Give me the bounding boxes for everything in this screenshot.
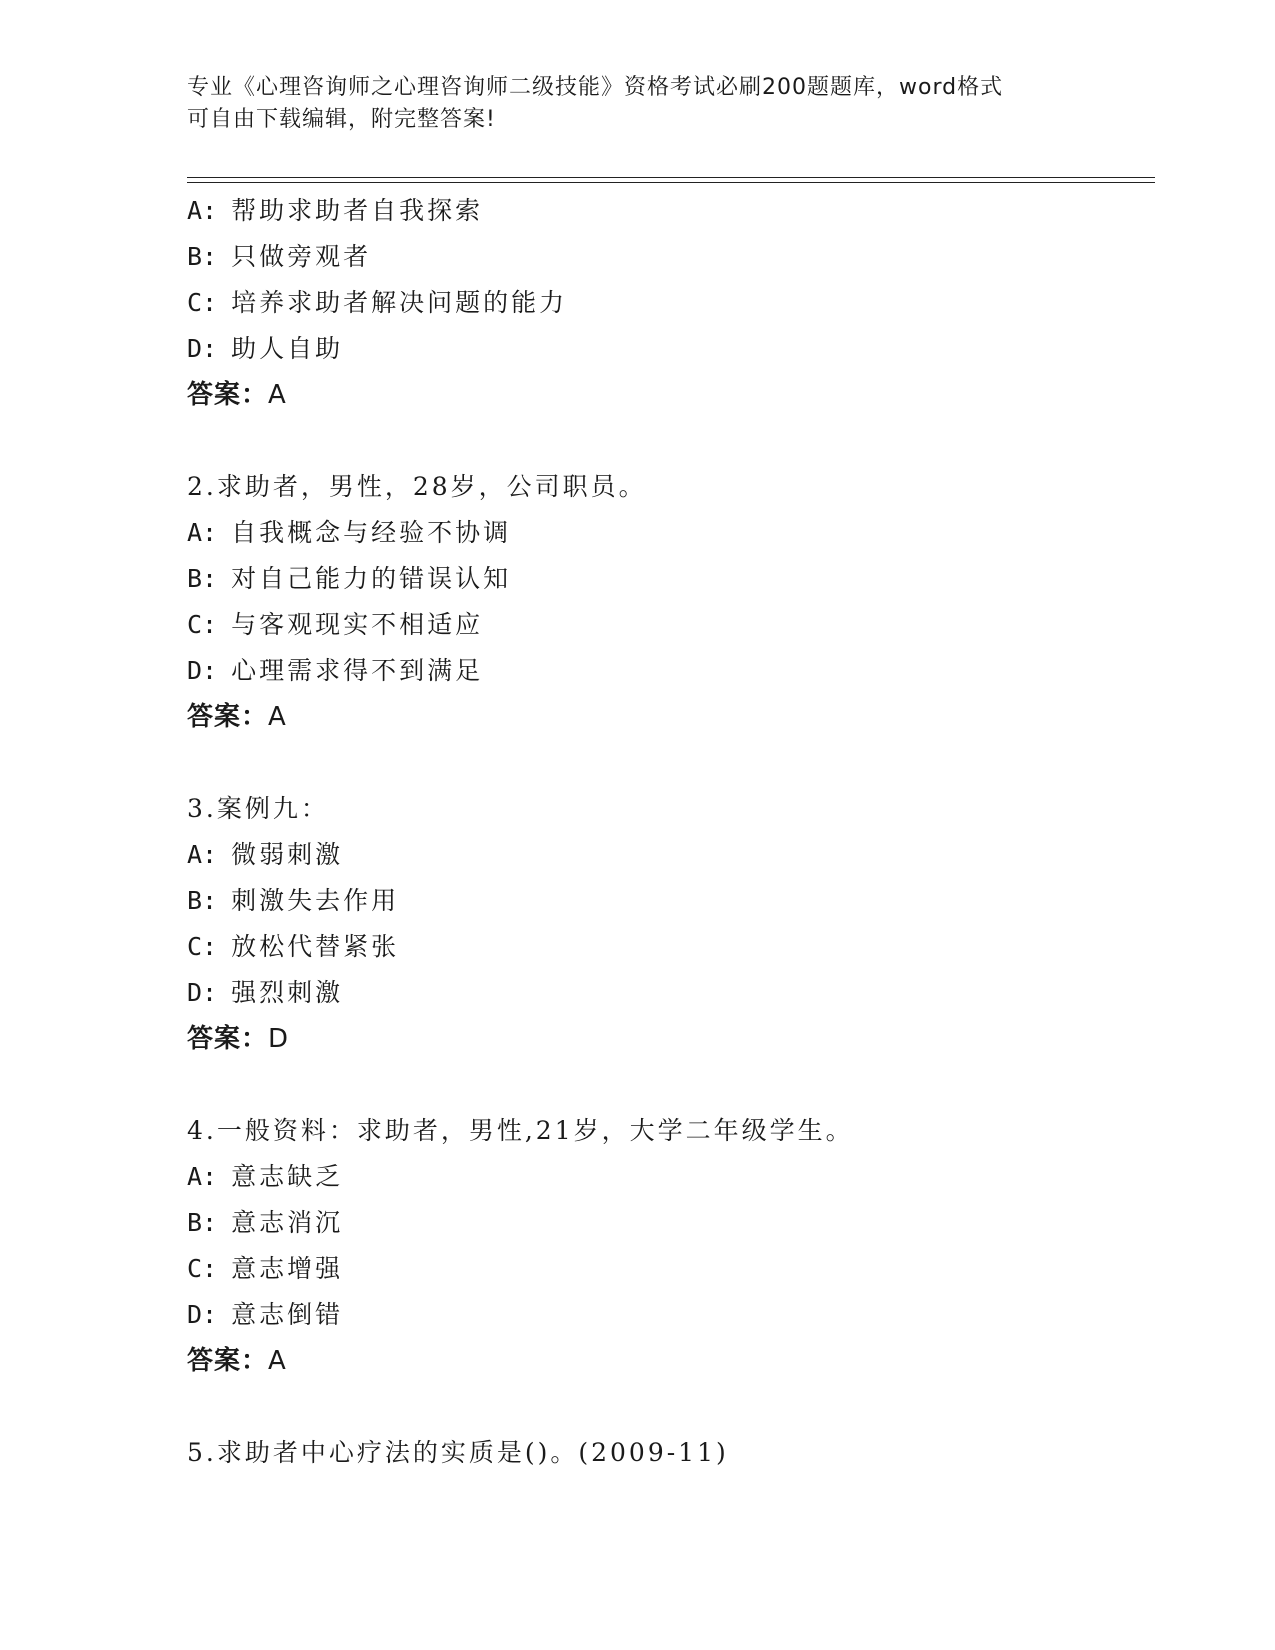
option-letter: A: [187,196,218,225]
option-text: 对自己能力的错误认知 [231,564,512,593]
option-text: 助人自助 [231,334,344,363]
answer-label: 答案： [187,1346,269,1376]
option-text: 只做旁观者 [231,242,372,271]
question-list [187,188,1147,1522]
answer-label: 答案： [187,702,269,732]
question-block-3 [187,786,1147,1062]
option-letter: B: [187,1208,218,1237]
question-block-5 [187,1430,1147,1476]
answer-value: D [268,1024,290,1054]
option-c [187,280,1147,326]
page-header [187,72,1087,136]
answer-line [187,1016,1147,1062]
option-letter: C: [187,932,218,961]
option-letter: A: [187,518,218,547]
question-stem: 2.求助者，男性，28岁，公司职员。 [187,472,647,501]
option-text: 刺激失去作用 [231,886,400,915]
option-d [187,970,1147,1016]
option-a [187,832,1147,878]
option-d [187,326,1147,372]
answer-line [187,1338,1147,1384]
answer-line [187,372,1147,418]
answer-label: 答案： [187,1024,269,1054]
question-stem: 4.一般资料：求助者，男性,21岁，大学二年级学生。 [187,1116,854,1145]
option-letter: D: [187,1300,218,1329]
option-text: 放松代替紧张 [231,932,400,961]
option-text: 意志缺乏 [231,1162,344,1191]
option-text: 意志消沉 [231,1208,344,1237]
question-block-1 [187,188,1147,418]
option-letter: D: [187,978,218,1007]
option-c [187,602,1147,648]
option-letter: A: [187,1162,218,1191]
option-text: 意志增强 [231,1254,344,1283]
option-b [187,1200,1147,1246]
option-a [187,510,1147,556]
answer-value: A [268,702,287,732]
answer-value: A [268,380,287,410]
option-letter: C: [187,610,218,639]
question-stem: 3.案例九： [187,794,329,823]
question-block-4 [187,1108,1147,1384]
option-letter: B: [187,886,218,915]
option-text: 培养求助者解决问题的能力 [231,288,568,317]
option-letter: C: [187,288,218,317]
option-letter: B: [187,564,218,593]
option-text: 自我概念与经验不协调 [231,518,512,547]
option-text: 帮助求助者自我探索 [231,196,484,225]
question-block-2 [187,464,1147,740]
option-text: 微弱刺激 [231,840,344,869]
option-text: 与客观现实不相适应 [231,610,484,639]
header-divider-top [187,177,1155,178]
option-text: 意志倒错 [231,1300,344,1329]
option-letter: A: [187,840,218,869]
header-divider-bottom [187,182,1155,183]
option-text: 强烈刺激 [231,978,344,1007]
header-title-line-1: 专业《心理咨询师之心理咨询师二级技能》资格考试必刷200题题库，word格式 [187,75,1004,100]
option-c [187,924,1147,970]
option-letter: C: [187,1254,218,1283]
option-letter: B: [187,242,218,271]
option-text: 心理需求得不到满足 [231,656,484,685]
option-b [187,556,1147,602]
option-letter: D: [187,334,218,363]
option-b [187,234,1147,280]
header-title-line-2: 可自由下载编辑，附完整答案! [187,107,496,132]
option-a [187,188,1147,234]
option-d [187,1292,1147,1338]
answer-label: 答案： [187,380,269,410]
question-stem: 5.求助者中心疗法的实质是()。(2009-11) [187,1438,729,1467]
option-letter: D: [187,656,218,685]
option-b [187,878,1147,924]
answer-value: A [268,1346,287,1376]
answer-line [187,694,1147,740]
option-d [187,648,1147,694]
option-c [187,1246,1147,1292]
option-a [187,1154,1147,1200]
